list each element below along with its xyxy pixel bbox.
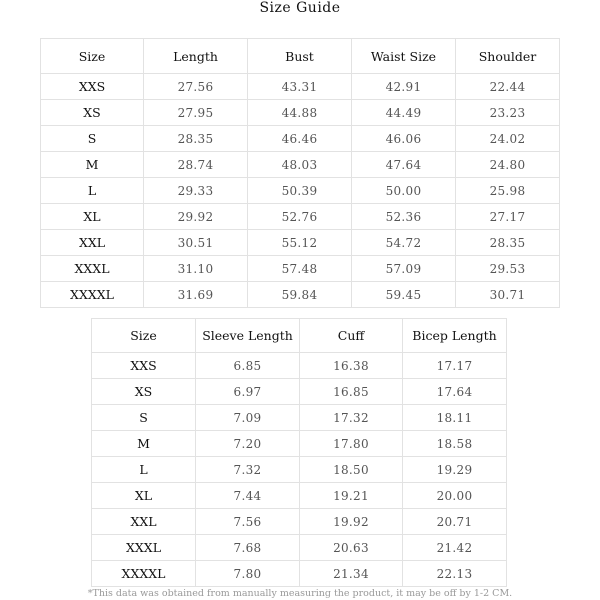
measurement-cell: 46.46 — [248, 126, 352, 152]
measurement-cell: 25.98 — [456, 178, 560, 204]
size-cell: XXL — [41, 230, 144, 256]
column-header: Size — [92, 319, 196, 353]
table-row — [41, 100, 560, 126]
measurement-cell: 7.68 — [196, 535, 300, 561]
measurement-cell: 21.34 — [300, 561, 403, 587]
size-cell: XS — [41, 100, 144, 126]
measurement-cell: 18.58 — [403, 431, 507, 457]
table-row — [92, 535, 507, 561]
measurement-cell: 6.97 — [196, 379, 300, 405]
measurement-cell: 52.36 — [352, 204, 456, 230]
measurement-cell: 21.42 — [403, 535, 507, 561]
measurement-cell: 24.80 — [456, 152, 560, 178]
measurement-cell: 31.10 — [144, 256, 248, 282]
size-cell: M — [92, 431, 196, 457]
column-header: Sleeve Length — [196, 319, 300, 353]
measurement-cell: 19.21 — [300, 483, 403, 509]
measurement-cell: 29.53 — [456, 256, 560, 282]
measurement-cell: 54.72 — [352, 230, 456, 256]
column-header: Waist Size — [352, 39, 456, 74]
measurement-cell: 31.69 — [144, 282, 248, 308]
measurement-cell: 29.33 — [144, 178, 248, 204]
measurement-cell: 57.09 — [352, 256, 456, 282]
table-header-row — [41, 39, 560, 74]
measurement-cell: 30.71 — [456, 282, 560, 308]
measurement-cell: 27.17 — [456, 204, 560, 230]
measurement-cell: 30.51 — [144, 230, 248, 256]
table-row — [92, 405, 507, 431]
measurement-cell: 48.03 — [248, 152, 352, 178]
measurement-cell: 59.45 — [352, 282, 456, 308]
column-header: Cuff — [300, 319, 403, 353]
measurement-cell: 16.85 — [300, 379, 403, 405]
measurement-cell: 20.00 — [403, 483, 507, 509]
measurement-cell: 47.64 — [352, 152, 456, 178]
size-cell: XXXXL — [92, 561, 196, 587]
measurement-cell: 28.74 — [144, 152, 248, 178]
measurement-cell: 6.85 — [196, 353, 300, 379]
column-header: Length — [144, 39, 248, 74]
table-row — [41, 256, 560, 282]
size-cell: M — [41, 152, 144, 178]
measurement-cell: 22.44 — [456, 74, 560, 100]
size-cell: XL — [92, 483, 196, 509]
table-row — [41, 204, 560, 230]
column-header: Bicep Length — [403, 319, 507, 353]
measurement-cell: 28.35 — [456, 230, 560, 256]
size-cell: L — [92, 457, 196, 483]
column-header: Size — [41, 39, 144, 74]
table-row — [92, 431, 507, 457]
measurement-cell: 20.63 — [300, 535, 403, 561]
measurement-cell: 7.80 — [196, 561, 300, 587]
column-header: Bust — [248, 39, 352, 74]
measurement-cell: 29.92 — [144, 204, 248, 230]
table-row — [41, 126, 560, 152]
table-row — [92, 483, 507, 509]
size-cell: L — [41, 178, 144, 204]
size-cell: XXXL — [92, 535, 196, 561]
measurement-cell: 17.64 — [403, 379, 507, 405]
measurement-cell: 28.35 — [144, 126, 248, 152]
measurement-cell: 19.29 — [403, 457, 507, 483]
measurement-cell: 24.02 — [456, 126, 560, 152]
size-cell: XXS — [41, 74, 144, 100]
table-row — [92, 379, 507, 405]
measurement-cell: 50.00 — [352, 178, 456, 204]
measurement-cell: 43.31 — [248, 74, 352, 100]
table-header-row — [92, 319, 507, 353]
table-row — [92, 561, 507, 587]
measurement-cell: 59.84 — [248, 282, 352, 308]
measurement-cell: 23.23 — [456, 100, 560, 126]
measurement-cell: 57.48 — [248, 256, 352, 282]
size-cell: XXXXL — [41, 282, 144, 308]
measurement-cell: 19.92 — [300, 509, 403, 535]
measurement-cell: 7.44 — [196, 483, 300, 509]
size-cell: XS — [92, 379, 196, 405]
column-header: Shoulder — [456, 39, 560, 74]
size-cell: XXS — [92, 353, 196, 379]
measurement-cell: 7.56 — [196, 509, 300, 535]
size-cell: S — [92, 405, 196, 431]
size-cell: XL — [41, 204, 144, 230]
table-row — [92, 509, 507, 535]
measurement-cell: 20.71 — [403, 509, 507, 535]
measurement-cell: 42.91 — [352, 74, 456, 100]
table-row — [41, 282, 560, 308]
table-row — [92, 457, 507, 483]
measurement-cell: 7.20 — [196, 431, 300, 457]
table-row — [41, 178, 560, 204]
measurement-cell: 44.49 — [352, 100, 456, 126]
table-row — [41, 74, 560, 100]
measurement-cell: 7.32 — [196, 457, 300, 483]
size-table-body — [40, 38, 560, 308]
measurement-cell: 16.38 — [300, 353, 403, 379]
measurement-cell: 44.88 — [248, 100, 352, 126]
table-row — [41, 230, 560, 256]
measurement-cell: 55.12 — [248, 230, 352, 256]
measurement-cell: 50.39 — [248, 178, 352, 204]
size-cell: XXL — [92, 509, 196, 535]
measurement-cell: 17.80 — [300, 431, 403, 457]
measurement-cell: 22.13 — [403, 561, 507, 587]
measurement-cell: 27.95 — [144, 100, 248, 126]
size-table-sleeve — [91, 318, 507, 587]
measurement-cell: 17.17 — [403, 353, 507, 379]
page-title: Size Guide — [259, 0, 341, 16]
table-row — [92, 353, 507, 379]
measurement-cell: 18.50 — [300, 457, 403, 483]
size-cell: S — [41, 126, 144, 152]
measurement-cell: 18.11 — [403, 405, 507, 431]
measurement-cell: 52.76 — [248, 204, 352, 230]
measurement-cell: 7.09 — [196, 405, 300, 431]
measurement-cell: 17.32 — [300, 405, 403, 431]
footnote: *This data was obtained from manually measuring the product, it may be off by 1-2 CM. — [87, 588, 513, 599]
measurement-cell: 27.56 — [144, 74, 248, 100]
table-row — [41, 152, 560, 178]
size-cell: XXXL — [41, 256, 144, 282]
measurement-cell: 46.06 — [352, 126, 456, 152]
